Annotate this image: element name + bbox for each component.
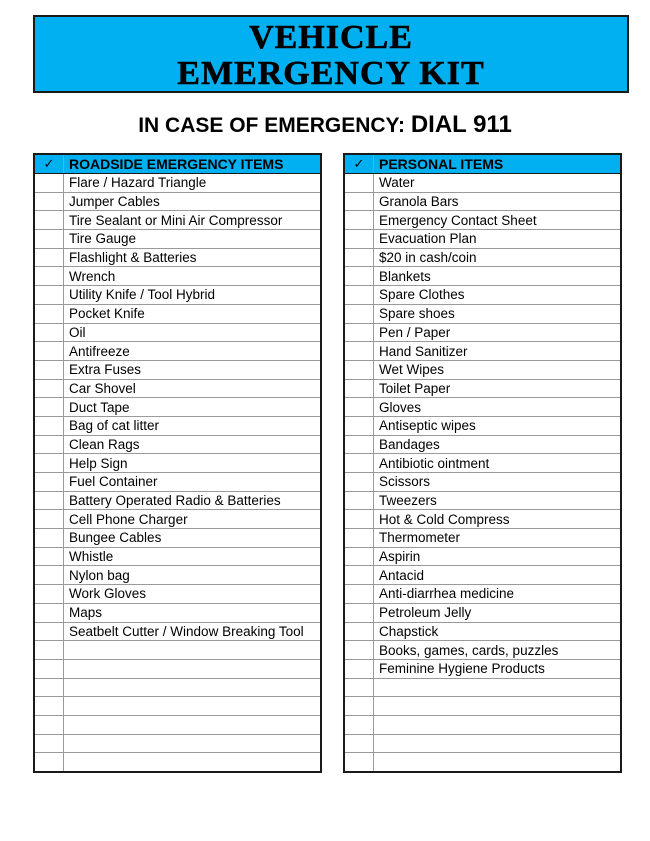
checkbox-cell[interactable] — [34, 566, 64, 585]
table-row — [344, 192, 621, 211]
table-row — [344, 734, 621, 753]
table-row — [34, 342, 321, 361]
table-row — [34, 416, 321, 435]
table-row — [344, 230, 621, 249]
item-cell: Bungee Cables — [64, 529, 322, 548]
table-row — [34, 211, 321, 230]
table-row — [34, 529, 321, 548]
checkbox-cell[interactable] — [34, 510, 64, 529]
checkbox-cell[interactable] — [344, 248, 374, 267]
checkbox-cell[interactable] — [34, 585, 64, 604]
checkbox-cell[interactable] — [34, 174, 64, 193]
item-cell: Feminine Hygiene Products — [374, 659, 622, 678]
item-cell: Wet Wipes — [374, 360, 622, 379]
checkbox-cell[interactable] — [344, 454, 374, 473]
table-row — [34, 230, 321, 249]
checkbox-cell[interactable] — [34, 379, 64, 398]
item-cell — [374, 734, 622, 753]
item-cell: Bandages — [374, 435, 622, 454]
checkbox-cell[interactable] — [34, 734, 64, 753]
title-line-1: VEHICLE — [249, 19, 413, 56]
personal-header-row — [344, 154, 621, 174]
table-row — [34, 715, 321, 734]
emergency-dial: DIAL 911 — [410, 111, 512, 138]
checkbox-cell[interactable] — [34, 715, 64, 734]
item-cell: Emergency Contact Sheet — [374, 211, 622, 230]
table-row — [344, 323, 621, 342]
table-row — [344, 585, 621, 604]
checkbox-cell[interactable] — [34, 529, 64, 548]
table-row — [34, 510, 321, 529]
roadside-header-row — [34, 154, 321, 174]
item-cell: Spare shoes — [374, 304, 622, 323]
item-cell — [64, 697, 322, 716]
checkbox-cell[interactable] — [34, 416, 64, 435]
title-line-2: EMERGENCY KIT — [177, 55, 485, 92]
item-cell: Jumper Cables — [64, 192, 322, 211]
item-cell: Hand Sanitizer — [374, 342, 622, 361]
item-cell — [374, 715, 622, 734]
checkbox-cell[interactable] — [34, 435, 64, 454]
item-cell: Tire Gauge — [64, 230, 322, 249]
checkbox-cell[interactable] — [344, 323, 374, 342]
item-cell: Hot & Cold Compress — [374, 510, 622, 529]
table-row — [34, 622, 321, 641]
checkbox-cell[interactable] — [344, 267, 374, 286]
checkbox-cell[interactable] — [34, 697, 64, 716]
table-row — [344, 529, 621, 548]
table-row — [34, 267, 321, 286]
item-cell: Utility Knife / Tool Hybrid — [64, 286, 322, 305]
checkbox-cell[interactable] — [344, 286, 374, 305]
table-row — [344, 342, 621, 361]
table-row — [34, 454, 321, 473]
table-row — [34, 473, 321, 492]
table-row — [344, 398, 621, 417]
item-cell: Antibiotic ointment — [374, 454, 622, 473]
table-row — [344, 416, 621, 435]
checkbox-cell[interactable] — [344, 603, 374, 622]
personal-checklist — [343, 153, 622, 773]
item-cell: Tweezers — [374, 491, 622, 510]
item-cell — [374, 678, 622, 697]
checkbox-cell[interactable] — [34, 230, 64, 249]
item-cell: Tire Sealant or Mini Air Compressor — [64, 211, 322, 230]
table-row — [34, 566, 321, 585]
table-row — [344, 566, 621, 585]
item-cell: Toilet Paper — [374, 379, 622, 398]
item-cell — [374, 697, 622, 716]
item-cell: $20 in cash/coin — [374, 248, 622, 267]
item-cell: Evacuation Plan — [374, 230, 622, 249]
emergency-notice — [0, 111, 650, 140]
checkbox-cell[interactable] — [344, 641, 374, 660]
table-row — [34, 734, 321, 753]
table-row — [344, 659, 621, 678]
table-row — [344, 379, 621, 398]
item-cell — [64, 678, 322, 697]
checkbox-cell[interactable] — [344, 398, 374, 417]
item-cell: Pocket Knife — [64, 304, 322, 323]
checkbox-cell[interactable] — [34, 248, 64, 267]
item-cell: Nylon bag — [64, 566, 322, 585]
item-cell — [64, 641, 322, 660]
table-row — [344, 473, 621, 492]
item-cell: Car Shovel — [64, 379, 322, 398]
checkbox-cell[interactable] — [344, 435, 374, 454]
checkbox-cell[interactable] — [34, 678, 64, 697]
table-row — [344, 286, 621, 305]
item-cell: Antiseptic wipes — [374, 416, 622, 435]
table-row — [34, 174, 321, 193]
item-cell: Pen / Paper — [374, 323, 622, 342]
checkbox-cell[interactable] — [34, 267, 64, 286]
checkbox-cell[interactable] — [344, 230, 374, 249]
table-row — [344, 211, 621, 230]
checkbox-cell[interactable] — [34, 304, 64, 323]
checkbox-cell[interactable] — [344, 585, 374, 604]
checkbox-cell[interactable] — [344, 753, 374, 772]
item-cell: Duct Tape — [64, 398, 322, 417]
table-row — [344, 753, 621, 772]
table-row — [34, 585, 321, 604]
item-cell: Spare Clothes — [374, 286, 622, 305]
checkbox-cell[interactable] — [344, 678, 374, 697]
table-row — [34, 753, 321, 772]
checkbox-cell[interactable] — [344, 174, 374, 193]
item-cell: Granola Bars — [374, 192, 622, 211]
checkbox-cell[interactable] — [344, 529, 374, 548]
item-cell: Battery Operated Radio & Batteries — [64, 491, 322, 510]
item-cell: Help Sign — [64, 454, 322, 473]
roadside-heading: ROADSIDE EMERGENCY ITEMS — [64, 154, 322, 174]
table-row — [34, 304, 321, 323]
table-row — [34, 323, 321, 342]
checkbox-cell[interactable] — [344, 360, 374, 379]
item-cell: Blankets — [374, 267, 622, 286]
table-row — [34, 286, 321, 305]
item-cell — [64, 753, 322, 772]
item-cell: Flare / Hazard Triangle — [64, 174, 322, 193]
personal-check-header — [344, 154, 374, 174]
checkbox-cell[interactable] — [344, 566, 374, 585]
table-row — [344, 697, 621, 716]
table-row — [344, 641, 621, 660]
table-row — [344, 360, 621, 379]
table-row — [34, 360, 321, 379]
checkbox-cell[interactable] — [344, 379, 374, 398]
item-cell: Petroleum Jelly — [374, 603, 622, 622]
item-cell: Wrench — [64, 267, 322, 286]
table-row — [344, 603, 621, 622]
personal-heading: PERSONAL ITEMS — [374, 154, 622, 174]
checkbox-cell[interactable] — [34, 360, 64, 379]
item-cell: Seatbelt Cutter / Window Breaking Tool — [64, 622, 322, 641]
title-banner — [33, 15, 629, 93]
checkbox-cell[interactable] — [34, 753, 64, 772]
checkbox-cell[interactable] — [344, 547, 374, 566]
roadside-rows — [34, 174, 321, 773]
item-cell: Antacid — [374, 566, 622, 585]
table-row — [344, 715, 621, 734]
item-cell: Thermometer — [374, 529, 622, 548]
checkbox-cell[interactable] — [34, 603, 64, 622]
checkbox-cell[interactable] — [344, 622, 374, 641]
item-cell — [374, 753, 622, 772]
item-cell: Whistle — [64, 547, 322, 566]
table-row — [344, 491, 621, 510]
table-row — [34, 659, 321, 678]
item-cell: Maps — [64, 603, 322, 622]
item-cell: Fuel Container — [64, 473, 322, 492]
checkmark-icon: ✓ — [43, 157, 55, 172]
checkbox-cell[interactable] — [344, 510, 374, 529]
item-cell: Extra Fuses — [64, 360, 322, 379]
checkbox-cell[interactable] — [344, 342, 374, 361]
checkbox-cell[interactable] — [34, 342, 64, 361]
table-row — [34, 398, 321, 417]
checkbox-cell[interactable] — [344, 211, 374, 230]
table-row — [34, 641, 321, 660]
checkbox-cell[interactable] — [34, 398, 64, 417]
table-row — [344, 248, 621, 267]
item-cell: Bag of cat litter — [64, 416, 322, 435]
checkbox-cell[interactable] — [34, 286, 64, 305]
checkbox-cell[interactable] — [344, 734, 374, 753]
checkbox-cell[interactable] — [344, 192, 374, 211]
checkbox-cell[interactable] — [34, 641, 64, 660]
item-cell: Oil — [64, 323, 322, 342]
checkbox-cell[interactable] — [34, 491, 64, 510]
checkbox-cell[interactable] — [344, 715, 374, 734]
personal-rows — [344, 174, 621, 773]
roadside-check-header — [34, 154, 64, 174]
item-cell: Anti-diarrhea medicine — [374, 585, 622, 604]
checkmark-icon: ✓ — [353, 157, 365, 172]
table-row — [344, 454, 621, 473]
item-cell — [64, 715, 322, 734]
item-cell: Cell Phone Charger — [64, 510, 322, 529]
table-row — [34, 435, 321, 454]
checkbox-cell[interactable] — [34, 454, 64, 473]
item-cell: Aspirin — [374, 547, 622, 566]
item-cell: Scissors — [374, 473, 622, 492]
table-row — [34, 248, 321, 267]
emergency-prefix: IN CASE OF EMERGENCY: — [138, 114, 405, 137]
checkbox-cell[interactable] — [34, 659, 64, 678]
item-cell — [64, 734, 322, 753]
table-row — [344, 435, 621, 454]
table-row — [344, 304, 621, 323]
checkbox-cell[interactable] — [344, 304, 374, 323]
item-cell: Work Gloves — [64, 585, 322, 604]
checkbox-cell[interactable] — [344, 697, 374, 716]
item-cell — [64, 659, 322, 678]
table-row — [344, 174, 621, 193]
checkbox-cell[interactable] — [34, 547, 64, 566]
table-row — [344, 678, 621, 697]
checkbox-cell[interactable] — [344, 659, 374, 678]
checkbox-cell[interactable] — [34, 323, 64, 342]
table-row — [344, 510, 621, 529]
table-row — [34, 491, 321, 510]
item-cell: Gloves — [374, 398, 622, 417]
table-row — [34, 379, 321, 398]
checkbox-cell[interactable] — [344, 491, 374, 510]
item-cell: Antifreeze — [64, 342, 322, 361]
table-row — [344, 547, 621, 566]
item-cell: Clean Rags — [64, 435, 322, 454]
table-row — [344, 267, 621, 286]
table-row — [34, 603, 321, 622]
checkbox-cell[interactable] — [34, 473, 64, 492]
checkbox-cell[interactable] — [34, 192, 64, 211]
table-row — [34, 547, 321, 566]
table-row — [34, 192, 321, 211]
item-cell: Water — [374, 174, 622, 193]
table-row — [344, 622, 621, 641]
roadside-checklist — [33, 153, 322, 773]
checkbox-cell[interactable] — [34, 211, 64, 230]
item-cell: Chapstick — [374, 622, 622, 641]
checkbox-cell[interactable] — [344, 473, 374, 492]
checkbox-cell[interactable] — [34, 622, 64, 641]
item-cell: Books, games, cards, puzzles — [374, 641, 622, 660]
item-cell: Flashlight & Batteries — [64, 248, 322, 267]
table-row — [34, 678, 321, 697]
checkbox-cell[interactable] — [344, 416, 374, 435]
table-row — [34, 697, 321, 716]
